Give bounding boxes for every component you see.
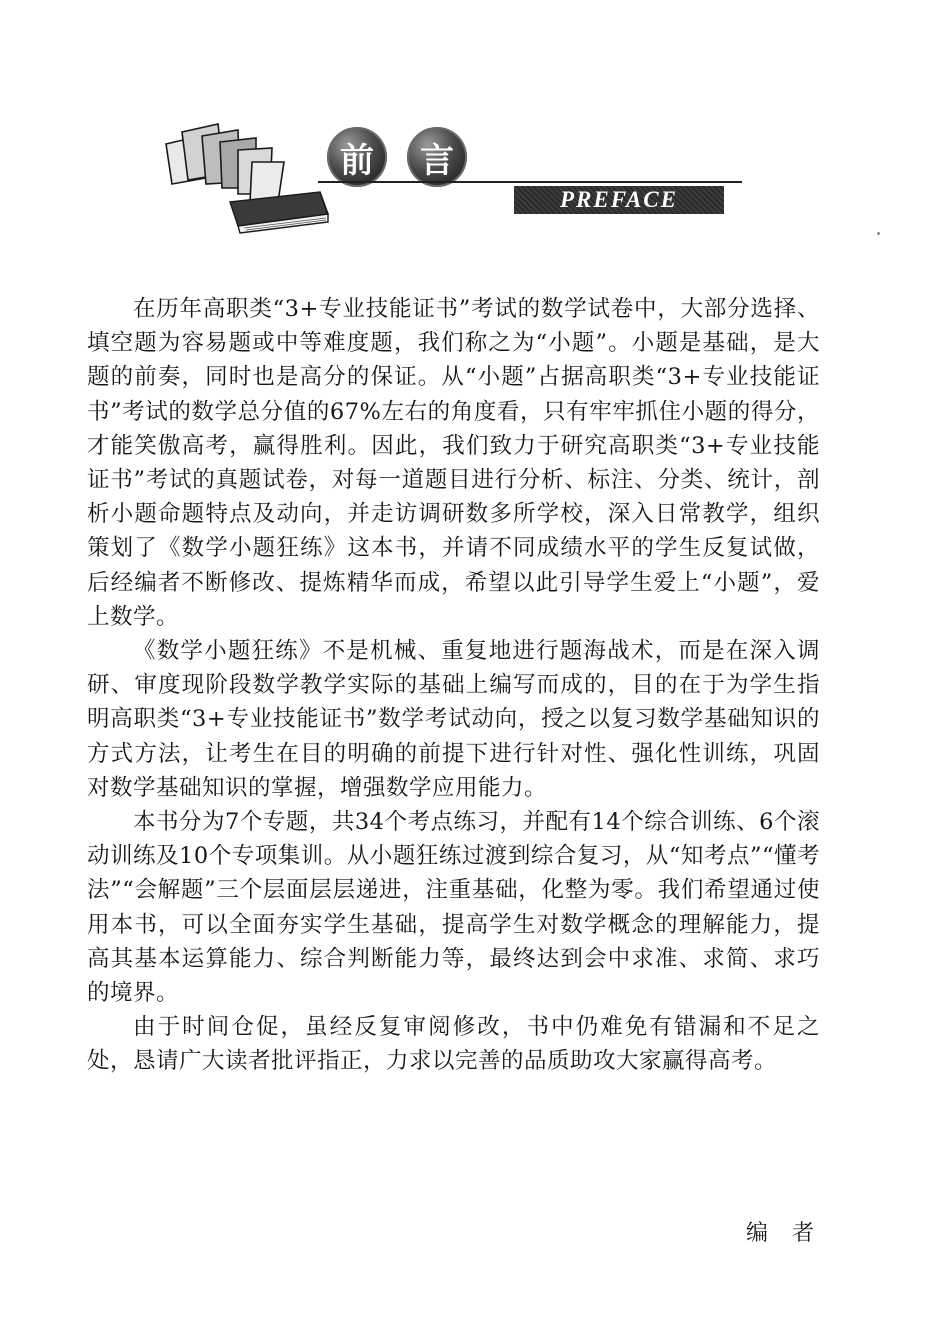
paragraph-3: 本书分为7个专题，共34个考点练习，并配有14个综合训练、6个滚动训练及10个专项集训。从小题狂练过渡到综合复习，从“知考点”“懂考法”“会解题”三个层面层层递进，注重基础，化整为零。我们希望通过使用本书，可以全面夯实学生基础，提高学生对数学概念的理解能力，提高其基本运算能力、综合判断能力等，最终达到会中求准、求简、求巧的境界。 xyxy=(87,809,820,1007)
author-signature: 编者 xyxy=(746,1221,839,1246)
preface-body xyxy=(87,292,820,1079)
paragraph-2: 《数学小题狂练》不是机械、重复地进行题海战术，而是在深入调研、审度现阶段数学教学实际的基础上编写而成的，目的在于为学生指明高职类“3+专业技能证书”数学考试动向，授之以复习数学基础知识的方式方法，让考生在目的明确的前提下进行针对性、强化性训练，巩固对数学基础知识的掌握，增强数学应用能力。 xyxy=(87,638,820,801)
books-illustration xyxy=(160,122,350,234)
paragraph-1: 在历年高职类“3+专业技能证书”考试的数学试卷中，大部分选择、填空题为容易题或中等难度题，我们称之为“小题”。小题是基础，是大题的前奏，同时也是高分的保证。从“小题”占据高职类“3+专业技能证书”考试的数学总分值的67%左右的角度看，只有牢牢抓住小题的得分，才能笑傲高考，赢得胜利。因此，我们致力于研究高职类“3+专业技能证书”考试的真题试卷，对每一道题目进行分析、标注、分类、统计，剖析小题命题特点及动向，并走访调研数多所学校，深入日常教学，组织策划了《数学小题狂练》这本书，并请不同成绩水平的学生反复试做，后经编者不断修改、提炼精华而成，希望以此引导学生爱上“小题”，爱上数学。 xyxy=(87,296,820,630)
title-char-yan: 言 xyxy=(407,127,467,187)
paragraph-4: 由于时间仓促，虽经反复审阅修改，书中仍难免有错漏和不足之处，恳请广大读者批评指正，力求以完善的品质助攻大家赢得高考。 xyxy=(87,1014,820,1075)
title-char-qian: 前 xyxy=(327,127,387,187)
scan-speck xyxy=(877,232,880,235)
header-divider xyxy=(318,181,742,183)
preface-label: PREFACE xyxy=(514,186,724,214)
